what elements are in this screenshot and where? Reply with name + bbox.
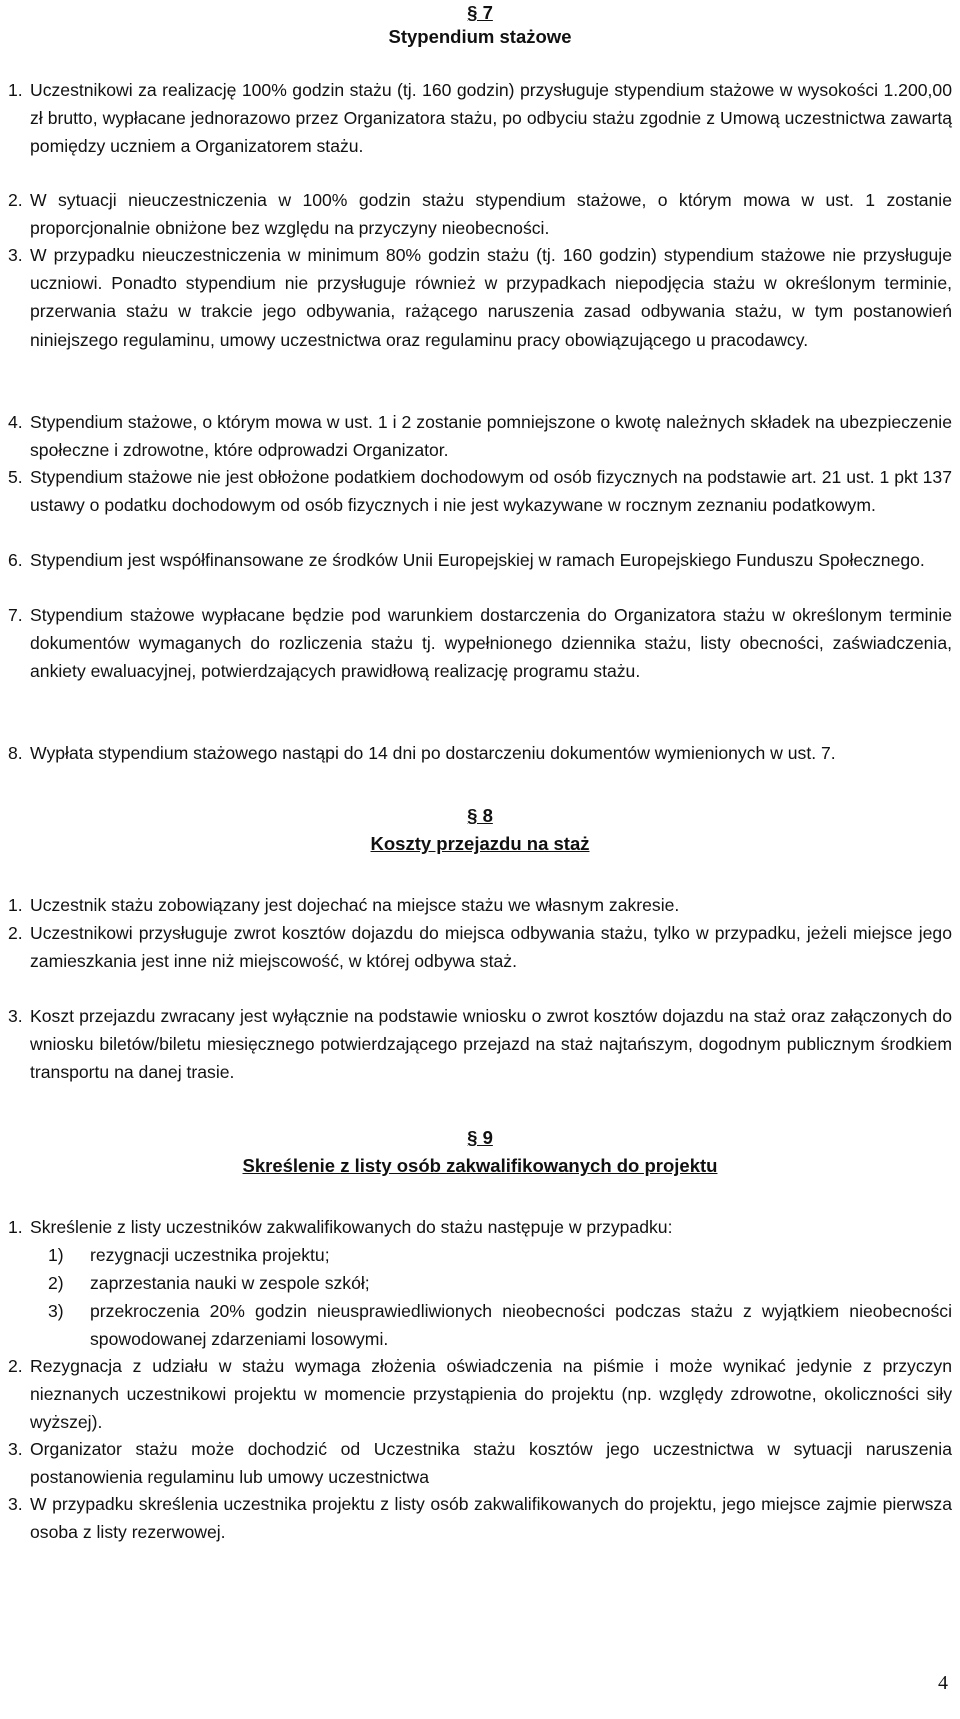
section-8-title: Koszty przejazdu na staż bbox=[370, 833, 590, 854]
s7-item-1: 1. Uczestnikowi za realizację 100% godzin stażu (tj. 160 godzin) przysługuje stypendium stażowe w wysokości 1.200,00 zł brutto, wypłacane jednorazowo przez Organizatora stażu, po odbyciu stażu zgodnie z Umową uczestnictwa zawartą pomiędzy uczniem a Organizatorem stażu. bbox=[8, 80, 952, 157]
section-7-title: Stypendium stażowe bbox=[388, 26, 572, 47]
section-7-number: § 7 bbox=[467, 2, 493, 23]
s9-subitem-1: 1) rezygnacji uczestnika projektu; bbox=[48, 1245, 330, 1265]
s8-item-3: 3. Koszt przejazdu zwracany jest wyłącznie na podstawie wniosku o zwrot kosztów dojazdu na staż oraz załączonych do wniosku biletów/biletu miesięcznego potwierdzającego przejazd na staż najtańszym, dogodnym publicznym środkiem transportu na danej trasie. bbox=[8, 1006, 952, 1083]
s7-item-4: 4. Stypendium stażowe, o którym mowa w ust. 1 i 2 zostanie pomniejszone o kwotę należnych składek na ubezpieczenie społeczne i zdrowotne, które odprowadzi Organizator. bbox=[8, 412, 952, 461]
section-9-number: § 9 bbox=[467, 1127, 493, 1148]
s9-item-3b: 3. W przypadku skreślenia uczestnika projektu z listy osób zakwalifikowanych do projektu, jego miejsce zajmie pierwsza osoba z listy rezerwowej. bbox=[8, 1494, 952, 1543]
s7-item-7: 7. Stypendium stażowe wypłacane będzie pod warunkiem dostarczenia do Organizatora stażu w określonym terminie dokumentów wymaganych do rozliczenia stażu tj. wypełnionego dziennika stażu, listy obecności, zaświadczenia, ankiety ewaluacyjnej, potwierdzających prawidłową realizację programu stażu. bbox=[8, 605, 952, 682]
s9-subitem-2: 2) zaprzestania nauki w zespole szkół; bbox=[48, 1273, 370, 1293]
page-number: 4 bbox=[938, 1672, 948, 1694]
s7-item-5: 5. Stypendium stażowe nie jest obłożone podatkiem dochodowym od osób fizycznych na podstawie art. 21 ust. 1 pkt 137 ustawy o podatku dochodowym od osób fizycznych i nie jest wykazywane w rocznym zeznaniu podatkowym. bbox=[8, 467, 952, 516]
s8-item-2: 2. Uczestnikowi przysługuje zwrot kosztów dojazdu do miejsca odbywania stażu, tylko w przypadku, jeżeli miejsce jego zamieszkania jest inne niż miejscowość, w której odbywa staż. bbox=[8, 923, 952, 972]
s7-item-8: 8. Wypłata stypendium stażowego nastąpi do 14 dni po dostarczeniu dokumentów wymienionych w ust. 7. bbox=[8, 743, 836, 763]
s9-item-2: 2. Rezygnacja z udziału w stażu wymaga złożenia oświadczenia na piśmie i może wynikać jedynie z przyczyn nieznanych uczestnikowi projektu w momencie przystąpienia do projektu (np. względy zdrowotne, okoliczności siły wyższej). bbox=[8, 1356, 952, 1433]
s7-item-2: 2. W sytuacji nieuczestniczenia w 100% godzin stażu stypendium stażowe, o którym mowa w ust. 1 zostanie proporcjonalnie obniżone bez względu na przyczyny nieobecności. bbox=[8, 190, 952, 239]
s7-item-3: 3. W przypadku nieuczestniczenia w minimum 80% godzin stażu (tj. 160 godzin) stypendium stażowe nie przysługuje uczniowi. Ponadto stypendium nie przysługuje również w przypadkach niepodjęcia stażu w określonym terminie, przerwania stażu w trakcie jego odbywania, rażącego naruszenia zasad odbywania stażu, w tym postanowień niniejszego regulaminu, umowy uczestnictwa oraz regulaminu pracy obowiązującego u pracodawcy. bbox=[8, 245, 952, 350]
s9-item-3a: 3. Organizator stażu może dochodzić od Uczestnika stażu kosztów jego uczestnictwa w sytuacji naruszenia postanowienia regulaminu lub umowy uczestnictwa bbox=[8, 1439, 952, 1488]
section-9-title: Skreślenie z listy osób zakwalifikowanych do projektu bbox=[242, 1155, 718, 1176]
s9-subitem-3: 3) przekroczenia 20% godzin nieusprawiedliwionych nieobecności podczas stażu z wyjątkiem nieobecności spowodowanej zdarzeniami losowymi. bbox=[48, 1301, 952, 1350]
s8-item-1: 1. Uczestnik stażu zobowiązany jest dojechać na miejsce stażu we własnym zakresie. bbox=[8, 895, 680, 915]
section-8-number: § 8 bbox=[467, 805, 493, 826]
s9-item-1: 1. Skreślenie z listy uczestników zakwalifikowanych do stażu następuje w przypadku: bbox=[8, 1217, 673, 1237]
s7-item-6: 6. Stypendium jest współfinansowane ze środków Unii Europejskiej w ramach Europejskiego Funduszu Społecznego. bbox=[8, 550, 925, 570]
